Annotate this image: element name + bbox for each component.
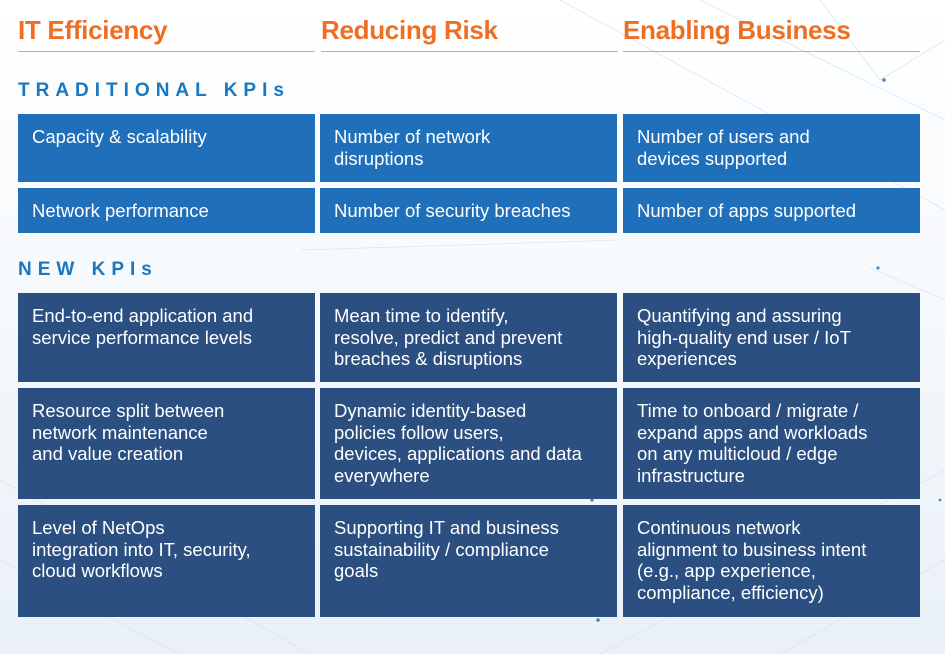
traditional-kpi-cell [18, 114, 315, 182]
new-kpi-cell [320, 293, 617, 382]
cell-text: Continuous network alignment to business intent (e.g., app experience, compliance, efficiency) [637, 517, 867, 603]
cell-text: Number of apps supported [637, 200, 857, 221]
section-title-new-kpis: NEW KPIs [18, 259, 158, 280]
new-kpi-cell [18, 388, 315, 499]
new-kpi-cell [18, 293, 315, 382]
new-kpi-cell [320, 388, 617, 499]
cell-text: Number of security breaches [334, 200, 571, 221]
cell-text: Supporting IT and business sustainability / compliance goals [334, 517, 559, 581]
cell-text: Quantifying and assuring high-quality end user / IoT experiences [637, 305, 851, 369]
traditional-kpi-cell [623, 114, 920, 182]
cell-text: End-to-end application and service performance levels [32, 305, 254, 348]
cell-text: Mean time to identify, resolve, predict and prevent breaches & disruptions [334, 305, 563, 369]
cell-text: Number of network disruptions [334, 126, 491, 169]
column-heading-reducing-risk: Reducing Risk [321, 14, 618, 52]
cell-text: Level of NetOps integration into IT, security, cloud workflows [32, 517, 251, 581]
new-kpi-cell [623, 388, 920, 499]
cell-text: Capacity & scalability [32, 126, 207, 147]
traditional-kpi-cell [320, 114, 617, 182]
section-title-traditional-kpis: TRADITIONAL KPIs [18, 80, 290, 101]
column-heading-enabling-business: Enabling Business [623, 14, 920, 52]
new-kpi-cell [320, 505, 617, 617]
new-kpi-cell [623, 505, 920, 617]
new-kpi-cell [623, 293, 920, 382]
cell-text: Dynamic identity-based policies follow users, devices, applications and data everywhere [334, 400, 582, 486]
traditional-kpi-cell [623, 188, 920, 233]
cell-text: Resource split between network maintenance and value creation [32, 400, 225, 464]
column-heading-it-efficiency: IT Efficiency [18, 14, 315, 52]
traditional-kpi-cell [18, 188, 315, 233]
new-kpi-cell [18, 505, 315, 617]
cell-text: Number of users and devices supported [637, 126, 810, 169]
traditional-kpi-cell [320, 188, 617, 233]
cell-text: Time to onboard / migrate / expand apps and workloads on any multicloud / edge infrastructure [637, 400, 868, 486]
cell-text: Network performance [32, 200, 209, 221]
